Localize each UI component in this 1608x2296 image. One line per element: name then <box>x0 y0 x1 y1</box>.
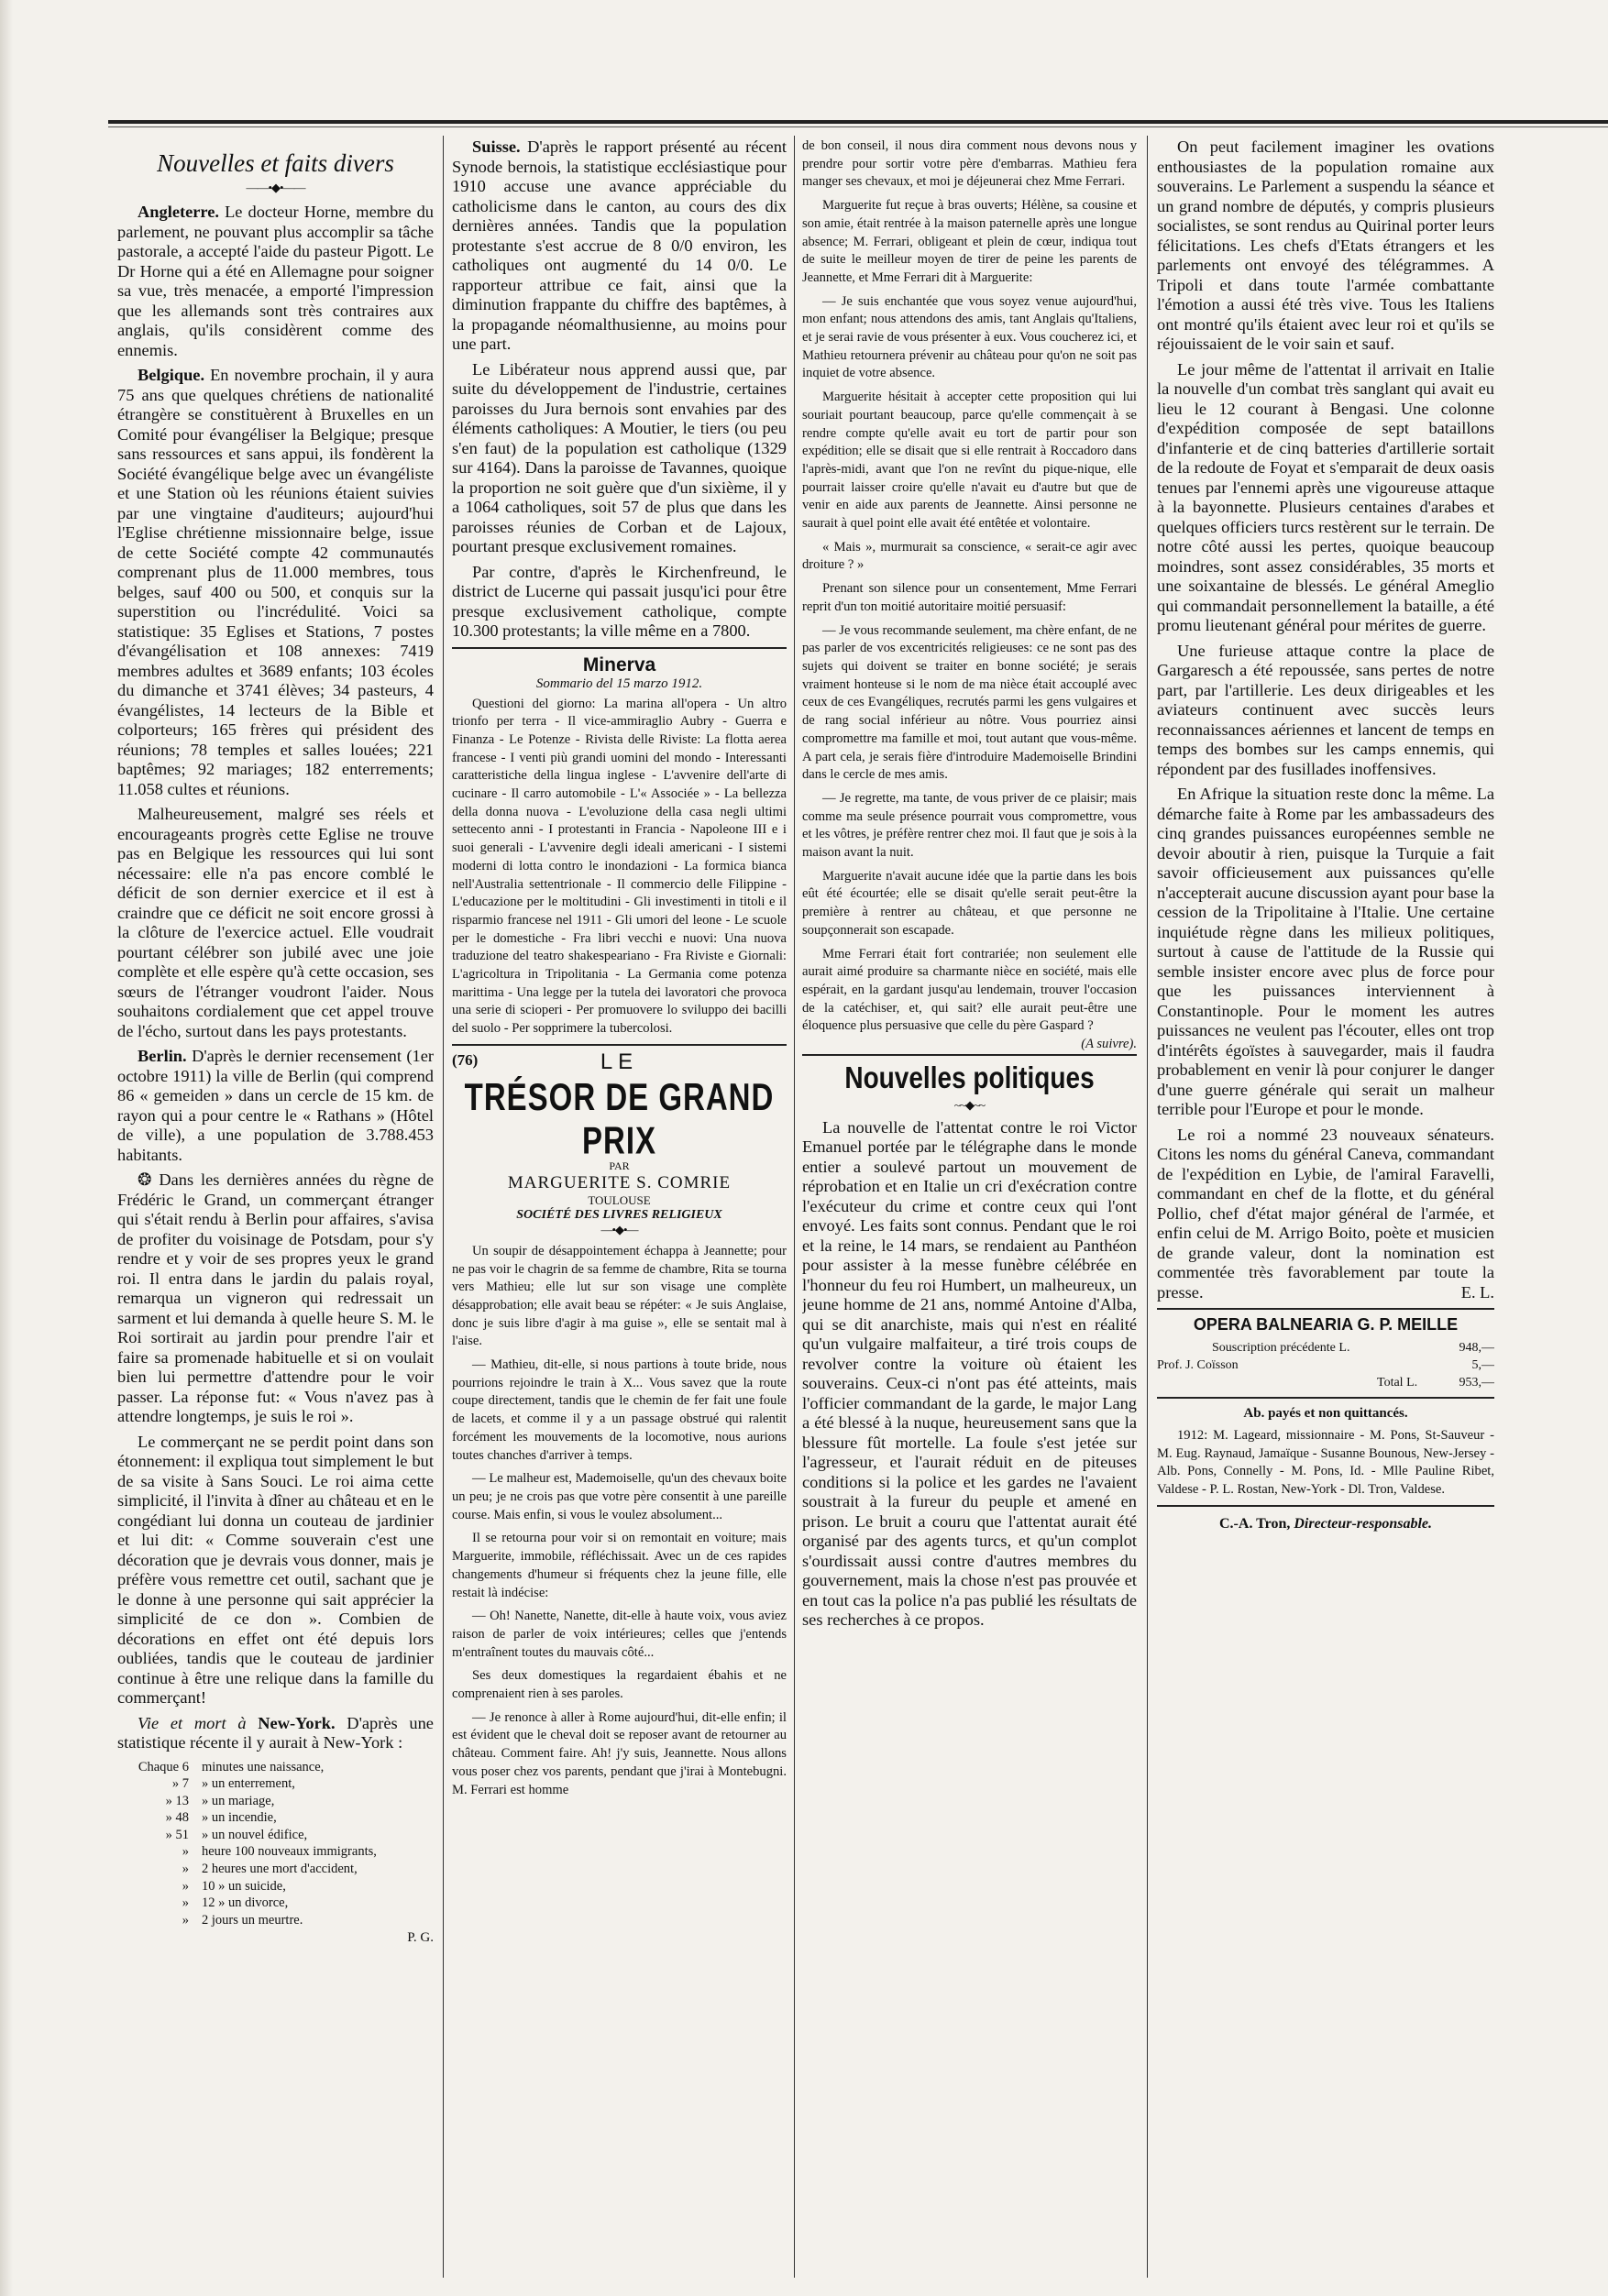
signature-pg: P. G. <box>407 1930 434 1946</box>
feuilleton-text-cont <box>802 137 1137 1052</box>
bullet-icon: ❂ <box>138 1170 160 1189</box>
article-attentat: La nouvelle de l'attentat contre le roi Victor Emanuel portée par le télégraphe dans le monde entier a soulevé partout un mouvement de réprobation et en Italie un cri d'exécration contre l'exécuteur du crime et contre ceux qui l'ont envoyé. Les faits sont connus. Pendant que le roi et la reine, le 14 mars, se rendaient au Panthéon pour assister à la messe funèbre célébrée en l'honneur du feu roi Humbert, un malheureux, un jeune homme de 21 ans, nommé Antoine d'Alba, qui se dit anarchiste, mais qui n'est en réalité qu'un vulgaire malfaiteur, a tiré trois coups de revolver contre la voiture où étaient les souverains. Ceux-ci n'ont pas été atteints, mais l'officier commandant de la garde, le major Lang a été blessé à la nuque, heureusement sans que la blessure fût mortelle. La foule s'est jetée sur l'agresseur, et l'aurait réduit en de piteuses conditions si la police et les gardes ne l'avaient soustrait à la fureur du peuple et amené en prison. Le bruit a couru que l'attentat aurait été organisé par des agents turcs, et qu'un complot s'ourdissait aussi contre d'autres membres du gouvernement, mais la chose n'est pas prouvée et en tout cas la police n'a pas publié les résultats de ses recherches à ce propos. <box>802 1117 1137 1630</box>
article-malheureusement: Malheureusement, malgré ses réels et encourageants progrès cette Eglise ne trouve pas en Belgique les ressources qui lui sont nécessaire: elle n'a pas encore comblé le déficit de son dernier exercice et il est à craindre que ce déficit ne soit encore grossi à la clôture de l'exercice actuel. Elle voudrait pourtant célébrer son jubilé avec une joie complète et elle espère qu'à cette occasion, ses sœurs de l'étranger voudront l'aider. Nous souhaitons cordialement que cet appel trouve de l'écho, surtout dans les pays protestants. <box>117 805 434 1040</box>
heading-angleterre: Angleterre. <box>138 203 220 221</box>
feuilleton-paragraph: — Mathieu, dit-elle, si nous partions à toute bride, nous pourrions rejoindre le train à X... Vous savez que la route coupe directement, tandis que le chemin de fer fait une foule de lacets, et comme il y a un passage obstrué qui ralentit forcément les mouvements de la locomotive, nous aurions toutes chanches d'arriver à temps. <box>452 1357 787 1463</box>
stats-row: » 10 » un suicide, <box>182 1878 286 1894</box>
divider <box>452 647 787 649</box>
minerva-contents: Questioni del giorno: La marina all'opera - Un altro trionfo per terra - Il vice-ammiraglio Aubry - Guerra e Finanza - Le Potenze - Rivista delle Riviste: La flotta aerea francese - I venti più grandi uomini del mondo - Interessanti caratteristiche della lingua inglese - L'avvenire dell'arte di cucinare - Il carro automobile - L'« Associée » - La bellezza della donna nuova - L'evoluzione della casa negli ultimi settecento anni - I protestanti in Francia - Napoleone III e i suoi generali - L'avvenire degli ideali americani - I sistemi moderni di lotta contro le inondazioni - La formica bianca nell'Australia settentrionale - Il commercio delle Filippine - L'educazione per le moltitudini - Gli investimenti in titoli e il risparmio francese nel 1911 - Gli umori del leone - Le scuole per le domestiche - Fra libri vecchi e nuovi: Una nuova traduzione del teatro shakespeariano - Fra Riviste e Giornali: L'agricoltura in Tripolitania - La Germania come potenza marittima - Una legge per la tutela dei lavoratori che provoca una serie di scioperi - Per promuovere lo sviluppo dei bacilli del suolo - Per sopprimere la tubercolosi. <box>452 696 787 1037</box>
text-berlin: D'après le dernier recensement (1er octobre 1911) la ville de Berlin (qui comprend 86 « gemeiden » dans un cercle de 15 km. de rayon qui a pour centre le « Rathans » (Hôtel de ville), a une population de 3.788.453 habitants. <box>117 1047 434 1164</box>
feuilleton-paragraph: — Le malheur est, Mademoiselle, qu'un des chevaux boite un peu; je ne crois pas que votre père consentit à une pareille course. Mais enfin, si vous le voulez absolument... <box>452 1471 787 1522</box>
signature-el: E. L. <box>1460 1282 1494 1302</box>
minerva-title: Minerva <box>582 654 656 676</box>
stats-row: » heure 100 nouveaux immigrants, <box>182 1844 377 1860</box>
ornament-divider: ——•◆•—— <box>246 180 305 194</box>
section-title-politiques: Nouvelles politiques <box>844 1060 1095 1094</box>
top-rule <box>108 120 1608 124</box>
subscription-total: Total L. 953,— <box>1377 1375 1494 1390</box>
divider <box>1157 1397 1494 1399</box>
column-rule-3 <box>1147 136 1148 2278</box>
director-signature: C.-A. Tron, Directeur-responsable. <box>1219 1515 1432 1532</box>
article-angleterre <box>117 203 434 360</box>
article-frederic <box>117 1170 434 1427</box>
ornament-divider: ~~◆~~ <box>953 1097 986 1112</box>
feuilleton-paragraph: — Je vous recommande seulement, ma chère enfant, de ne pas parler de vos excentricités religieuses: ce ne sont pas des sujets qui doivent se traiter en bonne société; je serais vraiment honteuse si le nom de ma nièce était accouplé avec ceux de ces Evangéliques, recrutés parmi les gens vulgaires et de rang social inférieur au nôtre. Vous pourriez ainsi compromettre ma famille et moi, tout autant que vous-même. A part cela, je serais fière d'introduire Mademoiselle Brindini dans le cercle de mes amis. <box>802 622 1137 783</box>
article-commercant: Le commerçant ne se perdit point dans son étonnement: il expliqua tout simplement le but de sa visite à Sans Souci. Le roi aima cette simplicité, il l'invita à dîner au château et en le congédiant lui donna un couteau de jardinier et lui dit: « Comme souverain c'est une décoration que je devrais vous donner, mais je préfère vous remettre cet outil, sachant que je le donne à une personne qui sait apprécier la simplicité de ce don ». Combien de décorations en effet ont été depuis lors oubliées, tandis que le couteau de jardinier continue à être une relique dans la famille du commerçant! <box>117 1432 434 1707</box>
stats-list <box>117 1759 434 1929</box>
stats-row: » 13 » un mariage, <box>165 1793 275 1808</box>
stats-row: » 12 » un divorce, <box>182 1895 289 1911</box>
feuilleton-le: LE <box>600 1049 639 1074</box>
heading-berlin: Berlin. <box>138 1047 187 1065</box>
article-suisse <box>452 137 787 355</box>
feuilleton-paragraph: Marguerite fut reçue à bras ouverts; Hélène, sa cousine et son amie, était rentrée à la maison paternelle après une longue absence; M. Ferrari, obligeant et plein de cœur, indiqua tout de suite le meilleur moyen de tirer de peine les parents de Jeannette, et Mme Ferrari dit à Marguerite: <box>802 198 1137 285</box>
subscription-row: Souscription précédente L. 948,— <box>1212 1340 1494 1355</box>
feuilleton-paragraph: Il se retourna pour voir si on remontait en voiture; mais Marguerite, immobile, réfléchissait. Avec un de ces rapides changements d'humeur si fréquents chez la jeune fille, elle restait là indécise: <box>452 1531 787 1600</box>
column-2 <box>452 137 787 2278</box>
feuilleton-text <box>452 1243 787 1799</box>
minerva-subtitle: Sommario del 15 marzo 1912. <box>535 676 703 691</box>
suisse-block <box>452 137 787 642</box>
abonnements-list: 1912: M. Lageard, missionnaire - M. Pons, St-Sauveur - M. Eug. Raynaud, Jamaïque - Susanne Bounous, New-Jersey - Alb. Pons, Connelly - M. Pons, Id. - Mlle Pauline Ribet, Valdese - P. L. Rostan, New-York - Dl. Tron, Valdese. <box>1157 1428 1494 1498</box>
page-edge-shadow <box>0 0 13 2296</box>
article-newyork <box>117 1714 434 1753</box>
article-gargaresch: Une furieuse attaque contre la place de Gargaresch a été repoussée, sans pertes de notre part, par l'artillerie. Les deux dirigeables et les aviateurs continuent avec succès leurs reconnaissances aériennes et lancent de temps en temps des bombes sur les camps ennemis, qui répondent par des fusillades inoffensives. <box>1157 641 1494 778</box>
article-lucerne: Par contre, d'après le Kirchenfreund, le district de Lucerne qui passait jusqu'ici pour être presque exclusivement catholique, compte 10.300 protestants; la ville même en a 7800. <box>452 562 787 640</box>
feuilleton-paragraph: — Je regrette, ma tante, de vous priver de ce plaisir; mais comme ma seule présence pourrait vous compromettre, vous et les vôtres, je préfère rentrer chez moi. Il faut que je sois à la maison avant la nuit. <box>802 790 1137 861</box>
text-frederic: Dans les dernières années du règne de Frédéric le Grand, un commerçant étranger qui s'était rendu à Berlin pour affaires, s'avisa de profiter du voisinage de Potsdam, pour s'y rendre et y voir de ses propres yeux le grand roi. Il entra dans le jardin du palais royal, remarqua un vigneron qui redressait un sarment et lui demanda à quelle heure S. M. le Roi sortirait au jardin pour prendre l'air et faire sa promenade habituelle et si on voulait bien lui permettre d'attendre pour le voir passer. La réponse fut: « Vous n'avez pas à attendre longtemps, je suis le roi ». <box>117 1170 434 1425</box>
text-angleterre: Le docteur Horne, membre du parlement, ne pouvant plus accomplir sa tâche pastorale, a accepté l'aide du pasteur Pigott. Le Dr Horne qui a été en Allemagne pour soigner sa vue, très menacée, a emporté l'impression que les allemands sont très contraires aux anglais, qu'ils considèrent comme des ennemis. <box>117 203 434 359</box>
column-rule-1 <box>443 136 444 2278</box>
feuilleton-paragraph: Mme Ferrari était fort contrariée; non seulement elle aurait aimé produire sa charmante nièce en société, mais elle espérait, en la gardant jusqu'au lendemain, trouver l'occasion de la catéchiser, et, qui sait? elle aurait peut-être une éloquence plus persuasive que celle du père Gaspard ? (A suivre). <box>802 946 1137 1037</box>
article-bengasi: Le jour même de l'attentat il arrivait en Italie la nouvelle d'un combat très sanglant qui avait eu lieu le 12 courant à Bengasi. Une colonne d'expédition composée de sept bataillons d'infanterie et de cinq batteries d'artillerie sortait de la redoute de Foyat et s'emparait de deux oasis tenues par l'ennemi après une vigoureuse attaque à la bayonnette. Plusieurs centaines d'arabes et quelques officiers turcs restèrent sur le terrain. De notre côté aussi les pertes, quoique beaucoup moindres, sont assez considérables, 35 morts et une soixantaine de blessés. Le général Ameglio qui commandait personnellement la bataille, a été promu lieutenant général pour mérites de guerre. <box>1157 359 1494 634</box>
opera-balnearia-title: OPERA BALNEARIA G. P. MEILLE <box>1193 1315 1459 1334</box>
feuilleton-paragraph: — Je renonce à aller à Rome aujourd'hui, dit-elle enfin; il est évident que le cheval doit se reposer avant de retourner au château. Comment faire. Ah! j'y suis, Jeannette. Nous allons vous poser chez vos parents, pendant que j'irai à Montebugni. M. Ferrari est homme <box>452 1709 787 1797</box>
feuilleton-paragraph: Ses deux domestiques la regardaient ébahis et ne comprenaient rien à ses paroles. <box>452 1668 787 1702</box>
feuilleton-paragraph: de bon conseil, il nous dira comment nous devons nous y prendre pour sortir votre père d'embarras. Mathieu fera manger ses chevaux, et moi je déjeunerai chez Mme Ferrari. <box>802 138 1137 190</box>
column-3 <box>802 137 1137 2278</box>
column-1 <box>117 137 434 2278</box>
feuilleton-paragraph: Marguerite n'avait aucune idée que la partie dans les bois eût été écourtée; elle se disait qu'elle serait peut-être la première à rentrer au château, et que personne ne soupçonnerait son escapade. <box>802 868 1137 938</box>
stats-row: » 2 jours un meurtre. <box>182 1912 303 1928</box>
feuilleton-author: MARGUERITE S. COMRIE <box>507 1172 732 1192</box>
feuilleton-title: TRÉSOR DE GRAND PRIX <box>464 1075 775 1162</box>
divider <box>802 1054 1137 1056</box>
abonnements-title: Ab. payés et non quittancés. <box>1243 1405 1408 1421</box>
article-belgique <box>117 366 434 799</box>
article-senateurs: Le roi a nommé 23 nouveaux sénateurs. Citons les noms du général Caneva, commandant de l'expédition en Lybie, de l'amiral Faravelli, commandant en chef de la flotte, et du général Pollio, chef d'état major général de l'armée, et enfin celui de M. Arrigo Boito, poète et musicien de grande valeur, dont la nomination est commentée très favorablement par toute la presse. E. L. <box>1157 1125 1494 1302</box>
feuilleton-city: TOULOUSE <box>588 1192 651 1207</box>
stats-row: Chaque 6 minutes une naissance, <box>138 1759 325 1774</box>
top-rule-thin <box>108 126 1608 127</box>
stats-row: » 51 » un nouvel édifice, <box>165 1827 308 1842</box>
text-belgique: En novembre prochain, il y aura 75 ans que quelques chrétiens de nationalité étrangère se constituèrent à Bruxelles en un Comité pour évangéliser la Belgique; presque sans ressources et sans appui, ils fondèrent la Société évangélique belge avec un évangéliste et une Station où les réunions étaient suivies par une vingtaine d'auditeurs; aujourd'hui l'Eglise chrétienne missionnaire belge, issue de cette Société compte 42 communautés comprenant plus de 11.000 membres, tous belges, sauf 400 ou 500, et conquis sur la superstition ou l'incrédulité. Voici sa statistique: 35 Eglises et Stations, 7 postes d'évangélisation et 108 annexes: 7419 membres adultes et 3689 enfants; 103 écoles du dimanche et 3741 élèves; 34 pasteurs, 4 évangélistes, 14 lecteurs de la Bible et colporteurs; 165 frères qui président des réunions; 78 temples et salles louées; 221 baptêmes; 92 mariages; 182 enterrements; 11.058 cultes et réunions. <box>117 366 434 798</box>
article-afrique: En Afrique la situation reste donc la même. La démarche faite à Rome par les ambassadeurs des cinq grandes puissances européennes semble ne devoir aboutir à rien, puisque la Turquie a fait savoir officieusement aux puissances qu'elle n'accepterait aucune discussion ayant pour base la cession de la Tripolitaine à l'Italie. Une certaine inquiétude règne dans les milieux politiques, surtout à cause de l'attitude de la Russie qui semble insister encore avec plus de force pour que les puissances interviennent à Constantinople. Pour le moment les autres puissances ne veulent pas l'écouter, elles ont trop d'intérêts égoïstes à sauvegarder, mais il faudra probablement en venir là pour conjurer le danger d'une guerre générale qui serait un malheur terrible pour l'Europe et pour le monde. <box>1157 785 1494 1118</box>
column-rule-2 <box>794 136 795 2278</box>
ornament-divider: —•◆•— <box>600 1222 638 1236</box>
stats-row: » 2 heures une mort d'accident, <box>182 1862 358 1877</box>
heading-belgique: Belgique. <box>138 366 205 384</box>
column-4 <box>1157 137 1494 2278</box>
feuilleton-paragraph: Prenant son silence pour un consentement, Mme Ferrari reprit d'un ton moitié autoritaire moitié persuasif: <box>802 581 1137 614</box>
text-newyork: D'après une statistique récente il y aurait à New-York : <box>117 1713 434 1752</box>
feuilleton-paragraph: « Mais », murmurait sa conscience, « serait-ce agir avec droiture ? » <box>802 539 1137 573</box>
ny-intro: Vie et mort à <box>138 1713 247 1732</box>
text-suisse: D'après le rapport présenté au récent Synode bernois, la statistique ecclésiastique pour 1910 accuse une avance appréciable du catholicisme dans le canton, au cours des dix dernières années. Tandis que la population protestante s'est accrue de 8 0/0 environ, les catholiques ont augmenté du 14 0/0. Le rapporteur attribue ce fait, ainsi que la diminution frappante du chiffre des baptêmes, à la propagande néomalthusienne, au moins pour une part. <box>452 137 787 353</box>
article-liberateur: Le Libérateur nous apprend aussi que, par suite du développement de l'industrie, certaines paroisses du Jura bernois sont envahies par des éléments catholiques: A Moutier, le tiers (ou peu s'en faut) de la population est catholique (1329 sur 4164). Dans la paroisse de Tavannes, quoique la proportion ne soit guère que d'un sixième, il y a 1064 catholiques, soit 57 de plus que dans les paroisses réunies de Corban et de Lajoux, pourtant presque exclusivement romaines. <box>452 359 787 555</box>
divider <box>452 1044 787 1046</box>
feuilleton-par: PAR <box>609 1159 630 1172</box>
feuilleton-paragraph: Un soupir de désappointement échappa à Jeannette; pour ne pas voir le chagrin de sa femme de chambre, Rita se tourna vers Mathieu; elle lut sur son visage une complète désapprobation; elle avait beau se répéter: « Je suis Anglaise, donc je suis libre d'agir à ma guise », elle se sentait mal à l'aise. <box>452 1243 787 1349</box>
feuilleton-publisher: SOCIÉTÉ DES LIVRES RELIGIEUX <box>516 1207 722 1222</box>
feuilleton-paragraph: — Oh! Nanette, Nanette, dit-elle à haute voix, vous aviez raison de parler de voix intérieures; celles que j'entends m'entraînent toutes du mauvais côté... <box>452 1609 787 1660</box>
article-berlin <box>117 1047 434 1165</box>
stats-row: » 48 » un incendie, <box>165 1810 277 1826</box>
heading-newyork: New-York. <box>258 1713 336 1732</box>
divider <box>1157 1505 1494 1507</box>
a-suivre: (A suivre). <box>1081 1037 1137 1052</box>
heading-suisse: Suisse. <box>472 137 521 156</box>
feuilleton-paragraph: Marguerite hésitait à accepter cette proposition qui lui souriait pourtant beaucoup, parce qu'elle commençait à se rendre compte qu'elle avait eu tort de partir pour son expédition; elle se disait que si elle rentrait à Roccadoro dans l'après-midi, avant que l'on ne revînt du pique-nique, elle pourrait laisser croire qu'elle n'avait eu d'autre but que de venir en aide aux parents de Jeannette. Ainsi personne ne saurait à quel point elle avait été entêtée et volontaire. <box>802 390 1137 532</box>
feuilleton-paragraph: — Je suis enchantée que vous soyez venue aujourd'hui, mon enfant; nous attendons des amis, tant Anglais qu'Italiens, et je serai ravie de vous présenter à eux. Vous coucherez ici, et Mathieu retournera prévenir au château pour qu'on ne soit pas inquiet de votre absence. <box>802 293 1137 381</box>
section-title-nouvelles: Nouvelles et faits divers <box>157 149 394 177</box>
feuilleton-number: (76) <box>452 1050 479 1069</box>
stats-row: » 7 » un enterrement, <box>171 1776 295 1792</box>
subscription-row: Prof. J. Coïsson 5,— <box>1157 1357 1494 1372</box>
divider <box>1157 1308 1494 1310</box>
article-ovations: On peut facilement imaginer les ovations enthousiastes de la population romaine aux souverains. Le Parlement a suspendu la séance et un grand nombre de députés, y compris plusieurs socialistes, se sont rendus au Quirinal porter leurs félicitations. Les chefs d'Etats étrangers et les parlements ont envoyé des télégrammes. A Tripoli et dans toute l'armée combattante l'émotion a aussi été très vive. Tous les Italiens ont montré qu'ils étaient avec leur roi et qu'ils se réjouissaient de le voir sain et sauf. <box>1157 137 1494 353</box>
